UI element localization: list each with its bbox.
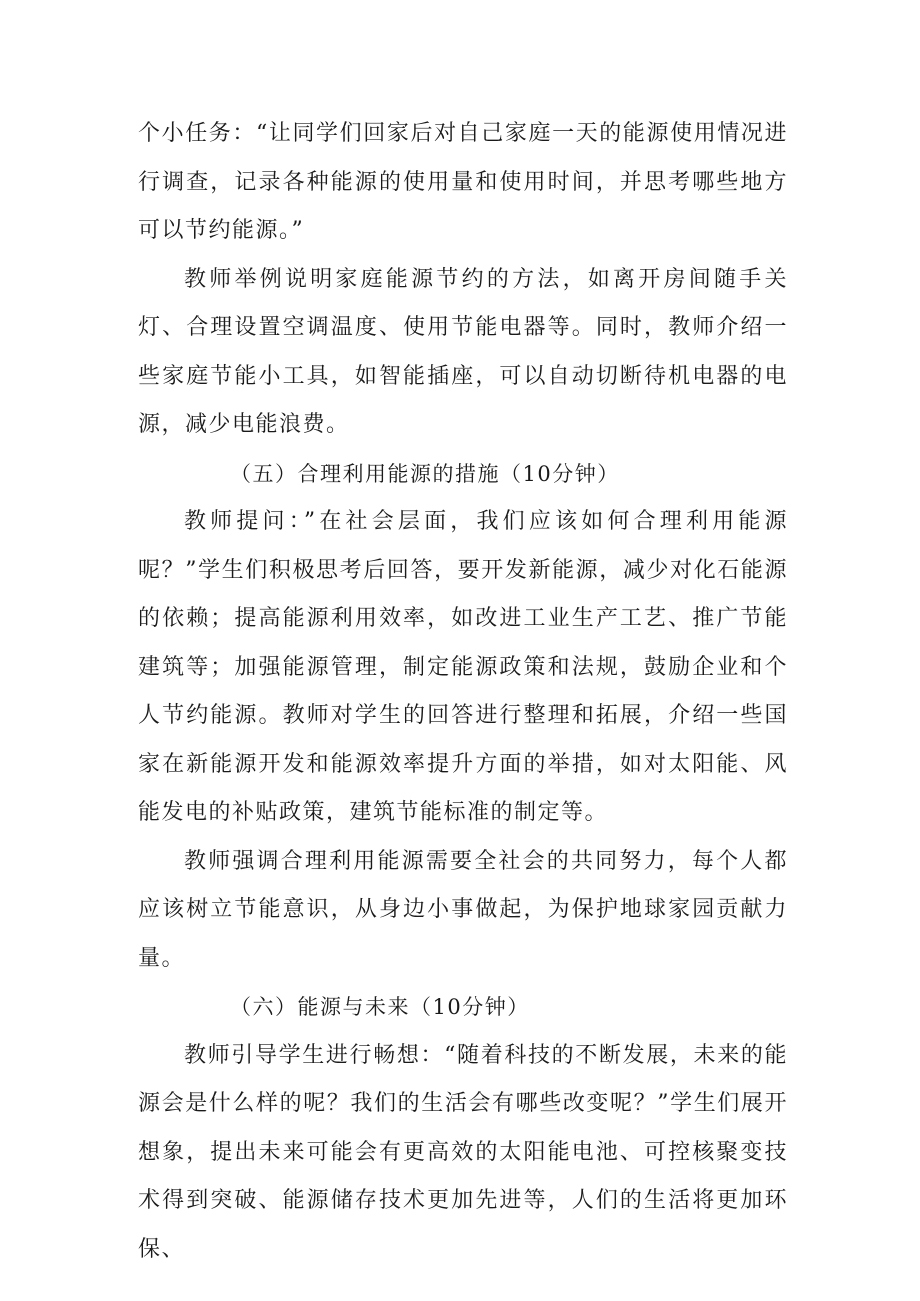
section-heading-5: （五）合理利用能源的措施（10分钟） [230,461,620,486]
paragraph-teacher-emphasis: 教师强调合理利用能源需要全社会的共同努力，每个人都应该树立节能意识，从身边小事做起，为保护地球家园贡献力量。 [138,848,788,971]
paragraph-task-continuation: 个小任务：“让同学们回家后对自己家庭一天的能源使用情况进行调查，记录各种能源的使用量和使用时间，并思考哪些地方可以节约能源。” [138,121,788,243]
paragraph-energy-future: 教师引导学生进行畅想：“随着科技的不断发展，未来的能源会是什么样的呢？我们的生活会有哪些改变呢？”学生们展开想象，提出未来可能会有更高效的太阳能电池、可控核聚变技术得到突破、能源储存技术更加先进等，人们的生活将更加环保、 [138,1042,788,1262]
paragraph-home-energy-saving: 教师举例说明家庭能源节约的方法，如离开房间随手关灯、合理设置空调温度、使用节能电器等。同时，教师介绍一些家庭节能小工具，如智能插座，可以自动切断待机电器的电源，减少电能浪费。 [138,266,788,437]
section-heading-6: （六）能源与未来（10分钟） [230,995,530,1019]
document-body [138,110,788,1274]
paragraph-society-energy-use: 教师提问：”在社会层面，我们应该如何合理利用能源呢？”学生们积极思考后回答，要开发新能源，减少对化石能源的依赖；提高能源利用效率，如改进工业生产工艺、推广节能建筑等；加强能源管理，制定能源政策和法规，鼓励企业和个人节约能源。教师对学生的回答进行整理和拓展，介绍一些国家在新能源开发和能源效率提升方面的举措，如对太阳能、风能发电的补贴政策，建筑节能标准的制定等。 [138,509,788,825]
